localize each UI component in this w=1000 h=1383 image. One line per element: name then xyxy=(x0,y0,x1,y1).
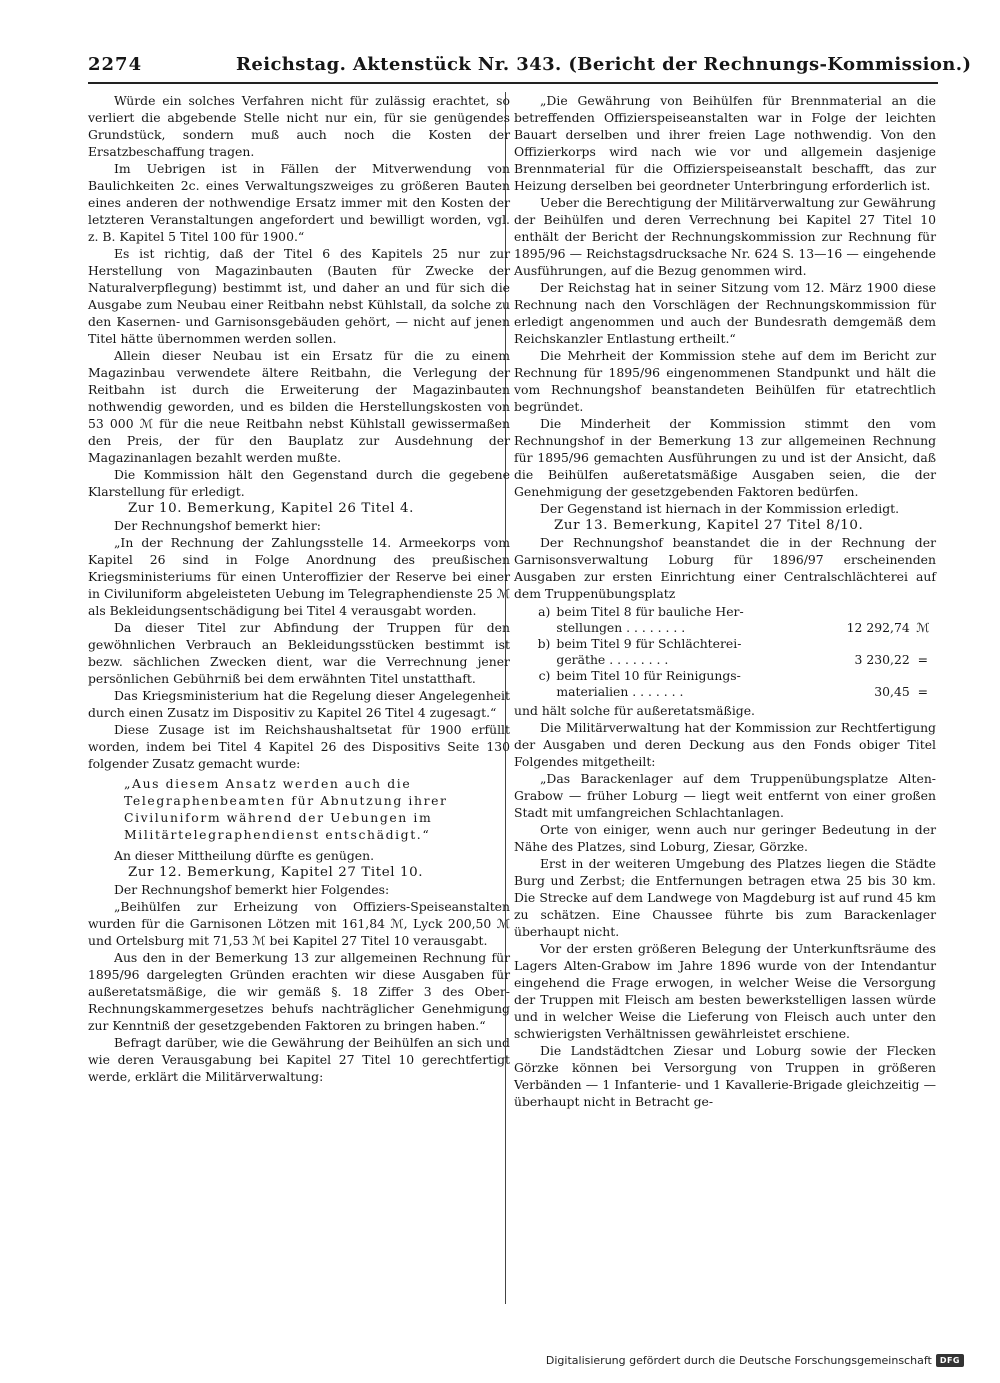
quote-paragraph: „Das Barackenlager auf dem Truppenübungsplatze Alten-Grabow — früher Loburg — liegt weit entfernt von einer großen Stadt mit umfangreichen Schlachtanlagen. xyxy=(514,771,936,820)
item-label: a) xyxy=(538,604,551,619)
item-line: materialien . . . . . . . xyxy=(556,684,684,699)
paragraph: Der Gegenstand ist hiernach in der Kommission erledigt. xyxy=(540,501,900,516)
paragraph: und hält solche für außeretatsmäßige. xyxy=(514,703,755,718)
quote-paragraph: Ueber die Berechtigung der Militärverwaltung zur Gewährung der Beihülfen und deren Verrechnung bei Kapitel 27 Titel 10 enthält der Bericht der Rechnungskommission zur Rechnung für 1895/96 — Reichstagsdrucksache Nr. 624 S. 13—16 — eingehende Ausführungen, auf die Bezug genommen wird. xyxy=(514,195,936,278)
spaced-quote: „Aus diesem Ansatz werden auch die Telegraphenbeamten für Abnutzung ihrer Civiluniform während der Uebungen im Militärtelegraphendienst entschädigt.“ xyxy=(124,776,448,842)
dfg-logo: DFG xyxy=(936,1354,964,1367)
paragraph: Würde ein solches Verfahren nicht für zulässig erachtet, so verliert die abgebende Stelle nicht nur ein, für sie genügendes Grundstück, sondern muß auch noch die Kosten der Ersatzbeschaffung tragen. xyxy=(88,93,510,159)
item-amount: 30,45 xyxy=(874,684,910,699)
page-number: 2274 xyxy=(88,54,143,75)
left-column xyxy=(88,92,510,1085)
paragraph: Die Kommission hält den Gegenstand durch die gegebene Klarstellung für erledigt. xyxy=(88,467,510,499)
section-heading-13: Zur 13. Bemerkung, Kapitel 27 Titel 8/10. xyxy=(554,518,864,533)
paragraph: Allein dieser Neubau ist ein Ersatz für die zu einem Magazinbau verwendete ältere Reitbahn, die Verlegung der Reitbahn ist durch die Erweiterung der Magazinbauten nothwendig geworden, und es bilden die Herstellungskosten von 53 000 ℳ für die neue Reitbahn nebst Kühlstall gewissermaßen den Preis, der für den Bauplatz zur Ausdehnung der Magazinanlagen bezahlt werden mußte. xyxy=(88,348,510,465)
section-heading-10: Zur 10. Bemerkung, Kapitel 26 Titel 4. xyxy=(128,501,414,516)
item-unit: ℳ xyxy=(916,620,930,635)
paragraph: Befragt darüber, wie die Gewährung der Beihülfen an sich und wie deren Verausgabung bei Kapitel 27 Titel 10 gerechtfertigt werde, erklärt die Militärverwaltung: xyxy=(88,1035,510,1084)
item-line: beim Titel 10 für Reinigungs- xyxy=(556,668,741,683)
item-unit: = xyxy=(917,652,929,667)
paragraph: Der Rechnungshof bemerkt hier: xyxy=(114,518,321,533)
item-unit: = xyxy=(917,684,929,699)
quote-paragraph: Erst in der weiteren Umgebung des Platzes liegen die Städte Burg und Zerbst; die Entfernungen betragen etwa 25 bis 30 km. Die Strecke auf dem Landwege von Magdeburg ist auf rund 45 km zu schätzen. Eine Chaussee führte bis zum Barackenlager überhaupt nicht. xyxy=(514,856,936,939)
item-line: beim Titel 9 für Schlächterei- xyxy=(556,636,742,651)
paragraph: An dieser Mittheilung dürfte es genügen. xyxy=(114,848,375,863)
paragraph: Im Uebrigen ist in Fällen der Mitverwendung von Baulichkeiten 2c. eines Verwaltungszweiges zu größeren Bauten eines anderen der nothwendige Ersatz immer mit den Kosten der letzteren Veranstaltungen angefordert und bewilligt worden, vgl. z. B. Kapitel 5 Titel 100 für 1900.“ xyxy=(88,161,510,244)
digitization-footer xyxy=(546,1354,964,1367)
paragraph: Die Militärverwaltung hat der Kommission zur Rechtfertigung der Ausgaben und deren Deckung aus den Fonds obiger Titel Folgendes mitgetheilt: xyxy=(514,720,936,769)
list-item xyxy=(514,668,936,700)
quote-paragraph: Vor der ersten größeren Belegung der Unterkunftsräume des Lagers Alten-Grabow im Jahre 1896 wurde von der Intendantur eingehend die Frage erwogen, in welcher Weise die Versorgung der Truppen mit Fleisch am besten bewerkstelligen lassen würde und in welcher Weise die Lieferung von Fleisch auch unter den schwierigsten Verhältnissen gewährleistet erschiene. xyxy=(514,941,936,1041)
item-line: stellungen . . . . . . . . xyxy=(556,620,686,635)
quote-paragraph: Orte von einiger, wenn auch nur geringer Bedeutung in der Nähe des Platzes, sind Loburg, Ziesar, Görzke. xyxy=(514,822,936,854)
running-title: Reichstag. Aktenstück Nr. 343. (Bericht der Rechnungs-Kommission.) xyxy=(236,54,972,75)
expense-list xyxy=(514,604,936,700)
quote-paragraph: Da dieser Titel zur Abfindung der Truppen für den gewöhnlichen Verbrauch an Bekleidungsstücken bestimmt ist bezw. sächlichen Zwecken dient, war die Verrechnung jener persönlichen Gebührniß bei dem erwähnten Titel unstatthaft. xyxy=(88,620,510,686)
paragraph: Die Mehrheit der Kommission stehe auf dem im Bericht zur Rechnung für 1895/96 eingenommenen Standpunkt und hält die vom Rechnungshof beanstandeten Beihülfen für etatrechtlich begründet. xyxy=(514,348,936,414)
item-text xyxy=(556,668,788,700)
item-label: b) xyxy=(537,636,551,651)
item-line: beim Titel 8 für bauliche Her- xyxy=(556,604,744,619)
item-amount: 12 292,74 xyxy=(846,620,910,635)
list-item xyxy=(514,636,936,668)
item-label: c) xyxy=(538,668,551,683)
section-heading-12: Zur 12. Bemerkung, Kapitel 27 Titel 10. xyxy=(128,865,424,880)
list-item xyxy=(514,604,936,636)
paragraph: Es ist richtig, daß der Titel 6 des Kapitels 25 nur zur Herstellung von Magazinbauten (Bauten für Zwecke der Naturalverpflegung) bestimmt ist, und daher an und für sich die Ausgabe zum Neubau einer Reitbahn nebst Kühlstall, da solche zu den Kasernen- und Garnisonsgebäuden gehört, — nicht auf jenen Titel hätte übernommen werden sollen. xyxy=(88,246,510,346)
item-text xyxy=(556,636,788,668)
paragraph: Der Rechnungshof bemerkt hier Folgendes: xyxy=(114,882,390,897)
quote-paragraph: „Beihülfen zur Erheizung von Offiziers-Speiseanstalten wurden für die Garnisonen Lötzen mit 161,84 ℳ, Lyck 200,50 ℳ und Ortelsburg mit 71,53 ℳ bei Kapitel 27 Titel 10 verausgabt. xyxy=(88,899,510,948)
item-amount: 3 230,22 xyxy=(854,652,910,667)
item-line: geräthe . . . . . . . . xyxy=(556,652,669,667)
page-header xyxy=(88,54,972,84)
quote-paragraph: Das Kriegsministerium hat die Regelung dieser Angelegenheit durch einen Zusatz im Dispositiv zu Kapitel 26 Titel 4 zugesagt.“ xyxy=(88,688,510,720)
right-column xyxy=(514,92,936,1110)
paragraph: Der Rechnungshof beanstandet die in der Rechnung der Garnisonsverwaltung Loburg für 1896/97 erscheinenden Ausgaben zur ersten Einrichtung einer Centralschlächterei auf dem Truppenübungsplatz xyxy=(514,535,936,601)
item-text xyxy=(556,604,788,636)
quote-paragraph: „Die Gewährung von Beihülfen für Brennmaterial an die betreffenden Offizierspeiseanstalten war in Folge der leichten Bauart derselben und ihrer freien Lage nothwendig. Von den Offizierkorps wird nach wie vor und allgemein dasjenige Brennmaterial für die Offizierspeiseanstalt beschafft, das zur Heizung derselben bei geordneter Unterbringung erforderlich ist. xyxy=(514,93,936,193)
footer-note-text: Digitalisierung gefördert durch die Deutsche Forschungsgemeinschaft xyxy=(545,1354,932,1367)
paragraph: Die Minderheit der Kommission stimmt den vom Rechnungshof in der Bemerkung 13 zur allgemeinen Rechnung für 1895/96 gemachten Ausführungen zu und ist der Ansicht, daß die Beihülfen außeretatsmäßige Ausgaben seien, die der Genehmigung der gesetzgebenden Faktoren bedürfen. xyxy=(514,416,936,499)
paragraph: Diese Zusage ist im Reichshaushaltsetat für 1900 erfüllt worden, indem bei Titel 4 Kapitel 26 des Dispositivs Seite 130 folgender Zusatz gemacht wurde: xyxy=(88,722,510,771)
quote-paragraph: „In der Rechnung der Zahlungsstelle 14. Armeekorps vom Kapitel 26 sind in Folge Anordnung des preußischen Kriegsministeriums für einen Unteroffizier der Reserve bei einer in Civiluniform abgeleisteten Uebung im Telegraphendienste 25 ℳ als Bekleidungsentschädigung bei Titel 4 verausgabt worden. xyxy=(88,535,510,618)
quote-paragraph: Die Landstädtchen Ziesar und Loburg sowie der Flecken Görzke können bei Versorgung von Truppen in größeren Verbänden — 1 Infanterie- und 1 Kavallerie-Brigade gleichzeitig — überhaupt nicht in Betracht ge- xyxy=(514,1043,936,1109)
quote-paragraph: Der Reichstag hat in seiner Sitzung vom 12. März 1900 diese Rechnung nach den Vorschlägen der Rechnungskommission für erledigt angenommen und auch der Bundesrath demgemäß dem Reichskanzler Entlastung ertheilt.“ xyxy=(514,280,936,346)
quote-paragraph: Aus den in der Bemerkung 13 zur allgemeinen Rechnung für 1895/96 dargelegten Gründen erachten wir diese Ausgaben für außeretatsmäßige, die wir gemäß §. 18 Ziffer 3 des Ober-Rechnungskammergesetzes behufs nachträglicher Genehmigung zur Kenntniß der gesetzgebenden Faktoren zu bringen haben.“ xyxy=(88,950,510,1033)
